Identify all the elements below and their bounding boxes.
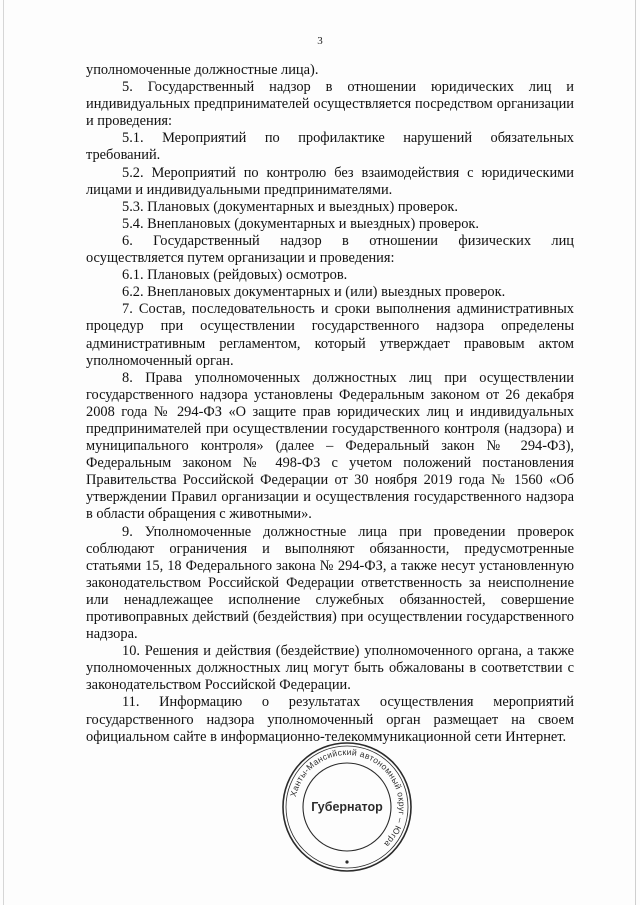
paragraph-7: 7. Состав, последовательность и сроки выполнения административных процедур при осуществлении государственного надзора определены административным регламентом, который утверждает правовым актом уполномоченный орган.: [86, 301, 574, 369]
paragraph-5-3: 5.3. Плановых (документарных и выездных) проверок.: [122, 198, 459, 215]
seal-dot: [345, 860, 348, 863]
paragraph-continuation: уполномоченные должностные лица).: [86, 62, 319, 78]
paragraph-6: 6. Государственный надзор в отношении физических лиц осуществляется путем организации и проведения:: [86, 232, 574, 267]
page-number: 3: [317, 35, 323, 47]
paragraph-10: 10. Решения и действия (бездействие) уполномоченного органа, а также уполномоченных должностных лиц могут быть обжалованы в соответствии с законодательством Российской Федерации.: [86, 643, 574, 694]
paragraph-5-2: 5.2. Мероприятий по контролю без взаимодействия с юридическими лицами и индивидуальными предпринимателями.: [86, 164, 574, 198]
paragraph-6-1: 6.1. Плановых (рейдовых) осмотров.: [122, 267, 348, 284]
seal-graphic: [283, 743, 411, 871]
scan-edge-right: [635, 0, 636, 905]
scan-edge-left: [3, 0, 4, 905]
paragraph-5: 5. Государственный надзор в отношении юридических лиц и индивидуальных предпринимателей осуществляется посредством организации и проведения:: [86, 79, 574, 130]
paragraph-6-2: 6.2. Внеплановых документарных и (или) выездных проверок.: [122, 284, 506, 301]
paragraph-5-4: 5.4. Внеплановых (документарных и выездных) проверок.: [122, 215, 479, 232]
paragraph-5-1: 5.1. Мероприятий по профилактике нарушений обязательных требований.: [86, 130, 574, 164]
document-body: [86, 62, 574, 746]
paragraph-8: 8. Права уполномоченных должностных лиц при осуществлении государственного надзора установлены Федеральным законом от 26 декабря 2008 года № 294-ФЗ «О защите прав юридических лиц и индивидуальных предпринимателей при осуществлении государственного контроля (надзора) и муниципального контроля» (далее – Федеральный закон № 294-ФЗ), Федеральным законом № 498-ФЗ с учетом положений постановления Правительства Российской Федерации от 30 ноября 2019 года № 1560 «Об утверждении Правил организации и осуществления государственного надзора в области обращения с животными».: [86, 369, 574, 523]
governor-seal-stamp: [280, 740, 414, 874]
paragraph-9: 9. Уполномоченные должностные лица при проведении проверок соблюдают ограничения и выполняют обязанности, предусмотренные статьями 15, 18 Федерального закона № 294-ФЗ, а также несут установленную законодательством Российской Федерации ответственность за неисполнение или ненадлежащее исполнение служебных обязанностей, совершение противоправных действий (бездействия) при осуществлении государственного надзора.: [86, 523, 574, 643]
seal-ring-text: Ханты-Мансийский автономный округ – Югра: [288, 746, 408, 850]
seal-center-text: Губернатор: [311, 800, 383, 814]
paragraph-11: 11. Информацию о результатах осуществления мероприятий государственного надзора уполномоченный орган размещает на своем официальном сайте в информационно-телекоммуникационной сети Интернет.: [86, 694, 574, 745]
